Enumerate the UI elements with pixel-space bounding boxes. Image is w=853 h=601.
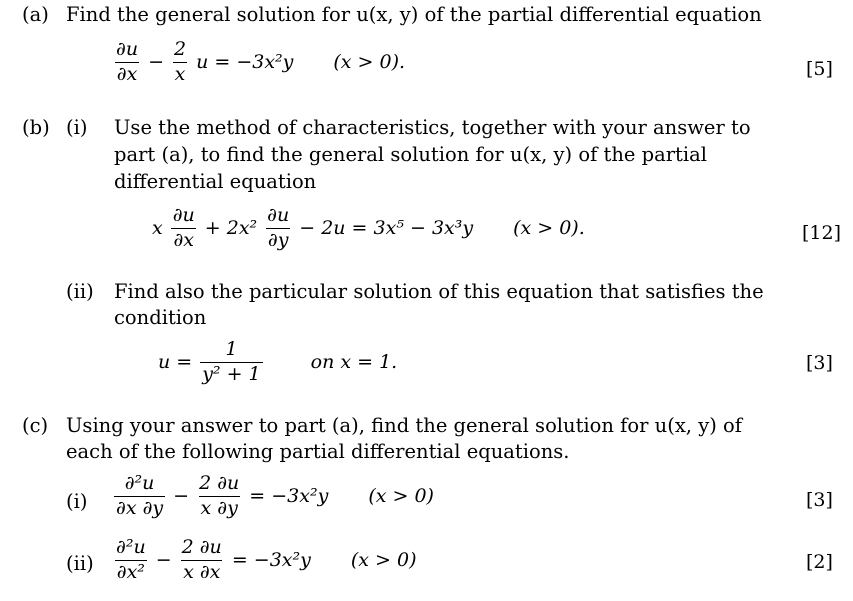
part-c-line1: Using your answer to part (a), find the general solution for u(x, y) of: [66, 414, 742, 437]
part-b-i-line1: Use the method of characteristics, together with your answer to: [114, 116, 751, 139]
part-a-equation: $\frac{\partial u}{\partial x}$ − $\frac{2}{x}$ u = −3x²y (x > 0).: [116, 38, 406, 85]
part-b-i-marks: [12]: [802, 222, 842, 244]
part-b-ii-marks: [3]: [806, 352, 833, 374]
first-derivative-fraction: $\frac{2 \partial u}{x \partial x}$: [181, 536, 222, 583]
part-c-i-label: (i): [66, 490, 88, 513]
condition-fraction: $\frac{1}{\text{y² + 1}}$: [202, 338, 261, 385]
part-a-label: (a): [22, 3, 49, 26]
part-b-i-line3: differential equation: [114, 170, 317, 193]
part-c-label: (c): [22, 414, 49, 437]
part-c-i-equation: $\frac{\text{∂²u}}{\partial x \partial y}$ − $\frac{2 \partial u}{x \partial y}$ = −3x²y (x > 0): [116, 472, 434, 519]
part-a-text: Find the general solution for u(x, y) of the partial differential equation: [66, 3, 762, 26]
part-c-ii-label: (ii): [66, 552, 94, 575]
second-derivative-fraction: $\frac{\text{∂²u}}{\partial x \partial y}$: [116, 472, 164, 519]
part-b-i-equation: x $\frac{\partial u}{\partial x}$ + 2x² $\frac{\partial u}{\partial y}$ − 2u = 3x⁵ − 3x³y (x > 0).: [152, 204, 585, 251]
part-b-ii-line1: Find also the particular solution of this equation that satisfies the: [114, 280, 764, 303]
part-b-label: (b): [22, 116, 50, 139]
part-b-ii-label: (ii): [66, 280, 94, 303]
part-b-ii-equation: u = $\frac{1}{\text{y² + 1}}$ on x = 1.: [158, 338, 398, 385]
part-b-i-line2: part (a), to find the general solution for u(x, y) of the partial: [114, 143, 707, 166]
part-a-marks: [5]: [806, 58, 833, 80]
part-c-line2: each of the following partial differential equations.: [66, 440, 570, 463]
du-dx-fraction: $\frac{\partial u}{\partial x}$: [172, 204, 195, 251]
part-c-ii-equation: $\frac{\text{∂²u}}{\text{∂x²}}$ − $\frac{2 \partial u}{x \partial x}$ = −3x²y (x > 0): [116, 536, 417, 583]
second-derivative-fraction: $\frac{\text{∂²u}}{\text{∂x²}}$: [116, 536, 146, 583]
part-c-i-marks: [3]: [806, 489, 833, 511]
part-b-i-label: (i): [66, 116, 88, 139]
part-c-ii-marks: [2]: [806, 551, 833, 573]
du-dy-fraction: $\frac{\partial u}{\partial y}$: [267, 204, 290, 251]
part-b-ii-line2: condition: [114, 306, 207, 329]
first-derivative-fraction: $\frac{2 \partial u}{x \partial y}$: [199, 472, 240, 519]
derivative-fraction: $\frac{\partial u}{\partial x}$: [116, 38, 139, 85]
coefficient-fraction: $\frac{2}{x}$: [173, 38, 187, 85]
